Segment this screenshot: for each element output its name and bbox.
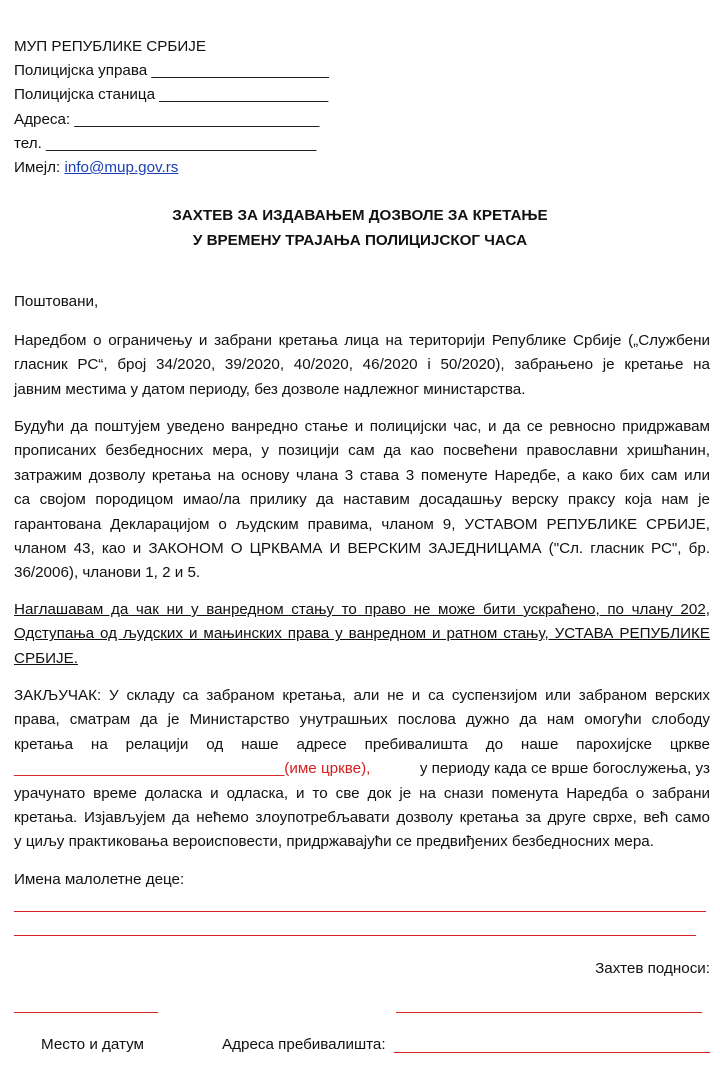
address-line	[14, 110, 319, 130]
ministry-name: МУП РЕПУБЛИКЕ СРБИЈЕ	[14, 38, 207, 55]
place-date-line[interactable]	[14, 1012, 158, 1013]
police-station-line	[14, 85, 328, 105]
residence-line[interactable]	[394, 1052, 710, 1053]
paragraph-line: прописаних безбедносних мера, у позицији сам да као посвећени православни хришћанин,	[14, 442, 710, 460]
email-line	[14, 158, 178, 178]
police-admin-label: Полицијска управа	[14, 62, 148, 79]
paragraph-line: права, сматрам да је Министарство унутрашњих послова дужно да нам омогући слободу	[14, 711, 710, 729]
paragraph-line: СРБИЈЕ.	[14, 649, 78, 667]
place-date-label: Место и датум	[41, 1036, 144, 1053]
signature-line[interactable]	[396, 1012, 702, 1013]
paragraph-line: кретања на релацији од наше адресе пребивалишта до наше парохијске цркве	[14, 735, 710, 753]
paragraph-line: урачунато време доласка и одласка, и то све док је на снази поменута Наредба о забрани	[14, 784, 710, 802]
church-name-placeholder: (име цркве),	[284, 760, 371, 778]
paragraph-line: ЗАКЉУЧАК: У складу са забраном кретања, али не и са суспензијом или забраном верских	[14, 687, 710, 704]
phone-label: тел.	[14, 135, 42, 152]
address-rule: _____________________________	[74, 111, 320, 128]
phone-line	[14, 134, 316, 154]
church-name-rule[interactable]: ________________________________	[14, 760, 285, 778]
email-link[interactable]: info@mup.gov.rs	[64, 159, 179, 176]
phone-rule: ________________________________	[46, 135, 317, 152]
paragraph-line: гласник РС“, број 34/2020, 39/2020, 40/2020, 46/2020 i 50/2020), забрањено је кретање на	[14, 356, 710, 374]
document-title-line1: ЗАХТЕВ ЗА ИЗДАВАЊЕМ ДОЗВОЛЕ ЗА КРЕТАЊЕ	[172, 207, 548, 224]
paragraph-line: Будући да поштујем уведено ванредно стање и полицијски час, и да се ревносно придржавам	[14, 418, 710, 435]
children-name-line-1[interactable]	[14, 911, 706, 912]
paragraph-line: са својом породицом имао/ла прилику да наставим досадашњу верску праксу која нам је	[14, 491, 710, 509]
police-admin-line	[14, 61, 329, 81]
paragraph-line: 36/2006), чланови 1, 2 и 5.	[14, 564, 201, 582]
paragraph-request	[14, 415, 710, 586]
paragraph-line: Наглашавам да чак ни у ванредном стању то право не може бити ускраћено, по члану 202,	[14, 601, 710, 618]
paragraph-line: чланом 43, као и ЗАКОНОМ О ЦРКВАМА И ВЕРСКИМ ЗАЈЕДНИЦАМА ("Сл. гласник РС", бр.	[14, 540, 710, 558]
paragraph-line: Наредбом о ограничењу и забрани кретања лица на територији Републике Србије („Службени	[14, 332, 710, 349]
paragraph-conclusion	[14, 684, 710, 855]
police-station-rule: ____________________	[159, 86, 329, 103]
paragraph-line: кретања. Изјављујем да нећемо злоупотребљавати дозволу кретања за друге сврхе, већ само	[14, 809, 710, 827]
children-label: Имена малолетне деце:	[14, 871, 185, 888]
paragraph-decree	[14, 329, 710, 402]
paragraph-line: Одступања од људских и мањинских права у ванредном и ратном стању, УСТАВА РЕПУБЛИКЕ	[14, 625, 710, 643]
church-line-rest: у периоду када се врше богослужења, уз	[419, 760, 710, 778]
residence-label: Адреса пребивалишта:	[222, 1036, 386, 1053]
children-name-line-2[interactable]	[14, 935, 696, 936]
submitter-label: Захтев подноси:	[595, 960, 710, 977]
greeting: Поштовани,	[14, 293, 99, 310]
paragraph-line: затражим дозволу кретања на основу члана 3 става 3 поменуте Наредбе, а како бих сам или	[14, 466, 710, 484]
police-station-label: Полицијска станица	[14, 86, 156, 103]
email-label: Имејл:	[14, 159, 61, 176]
paragraph-line: јавним местима у датом периоду, без дозволе надлежног министарства.	[14, 380, 526, 398]
church-line	[14, 757, 710, 781]
paragraph-line: гарантована Декларацијом о људским правима, чланом 9, УСТАВОМ РЕПУБЛИКЕ СРБИЈЕ,	[14, 515, 710, 533]
paragraph-line: у циљу практиковања вероисповести, придржавајући се предвиђених безбедносних мера.	[14, 833, 654, 851]
address-label: Адреса:	[14, 111, 71, 128]
document-title-line2: У ВРЕМЕНУ ТРАЈАЊА ПОЛИЦИЈСКОГ ЧАСА	[192, 232, 528, 249]
police-admin-rule: _____________________	[151, 62, 329, 79]
paragraph-constitution	[14, 598, 710, 671]
